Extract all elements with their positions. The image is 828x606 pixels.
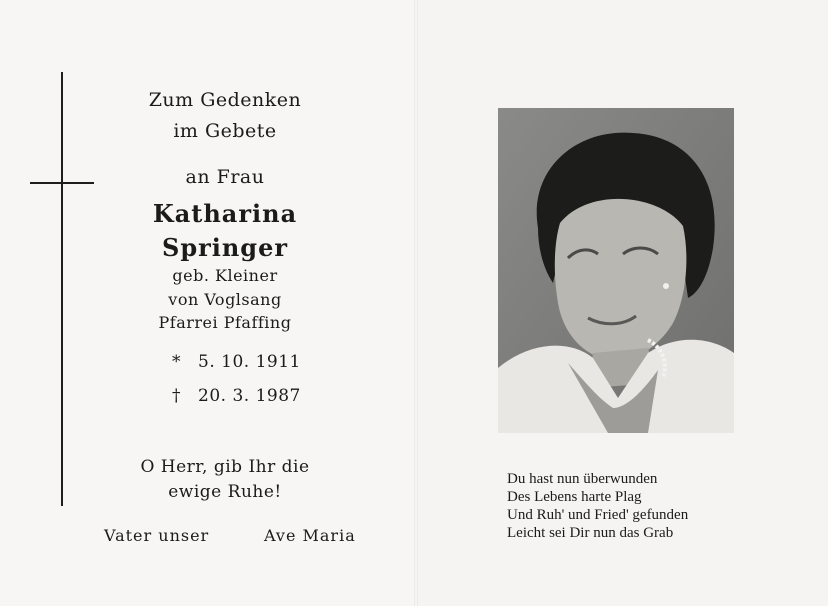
first-name: Katharina: [152, 199, 298, 228]
salutation: an Frau: [185, 166, 265, 188]
portrait-photo: [498, 108, 734, 433]
portrait-illustration: [498, 108, 734, 433]
birth-row: [172, 352, 301, 372]
poem-line-4: Leicht sei Dir nun das Grab: [507, 525, 674, 541]
poem-line-2: Des Lebens harte Plag: [507, 489, 642, 505]
origin: von Voglsang: [168, 290, 282, 309]
death-date: 20. 3. 1987: [198, 386, 301, 406]
maiden-name: geb. Kleiner: [172, 266, 278, 285]
death-cross-icon: †: [172, 386, 181, 406]
last-name: Springer: [161, 233, 289, 262]
poem-line-3: Und Ruh' und Fried' gefunden: [507, 507, 689, 523]
prayer-vater-unser: Vater unser: [104, 526, 210, 545]
birth-star-icon: *: [172, 352, 181, 372]
death-row: [172, 386, 301, 406]
heading-line-1: Zum Gedenken: [148, 89, 302, 111]
prayer-line-2: ewige Ruhe!: [168, 482, 282, 502]
heading-line-2: im Gebete: [173, 120, 277, 142]
parish: Pfarrei Pfaffing: [158, 313, 292, 332]
prayer-line-1: O Herr, gib Ihr die: [140, 457, 310, 477]
cross-vertical-bar: [61, 72, 63, 506]
prayer-ave-maria: Ave Maria: [264, 526, 356, 545]
poem-line-1: Du hast nun überwunden: [507, 471, 658, 487]
birth-date: 5. 10. 1911: [198, 352, 301, 372]
